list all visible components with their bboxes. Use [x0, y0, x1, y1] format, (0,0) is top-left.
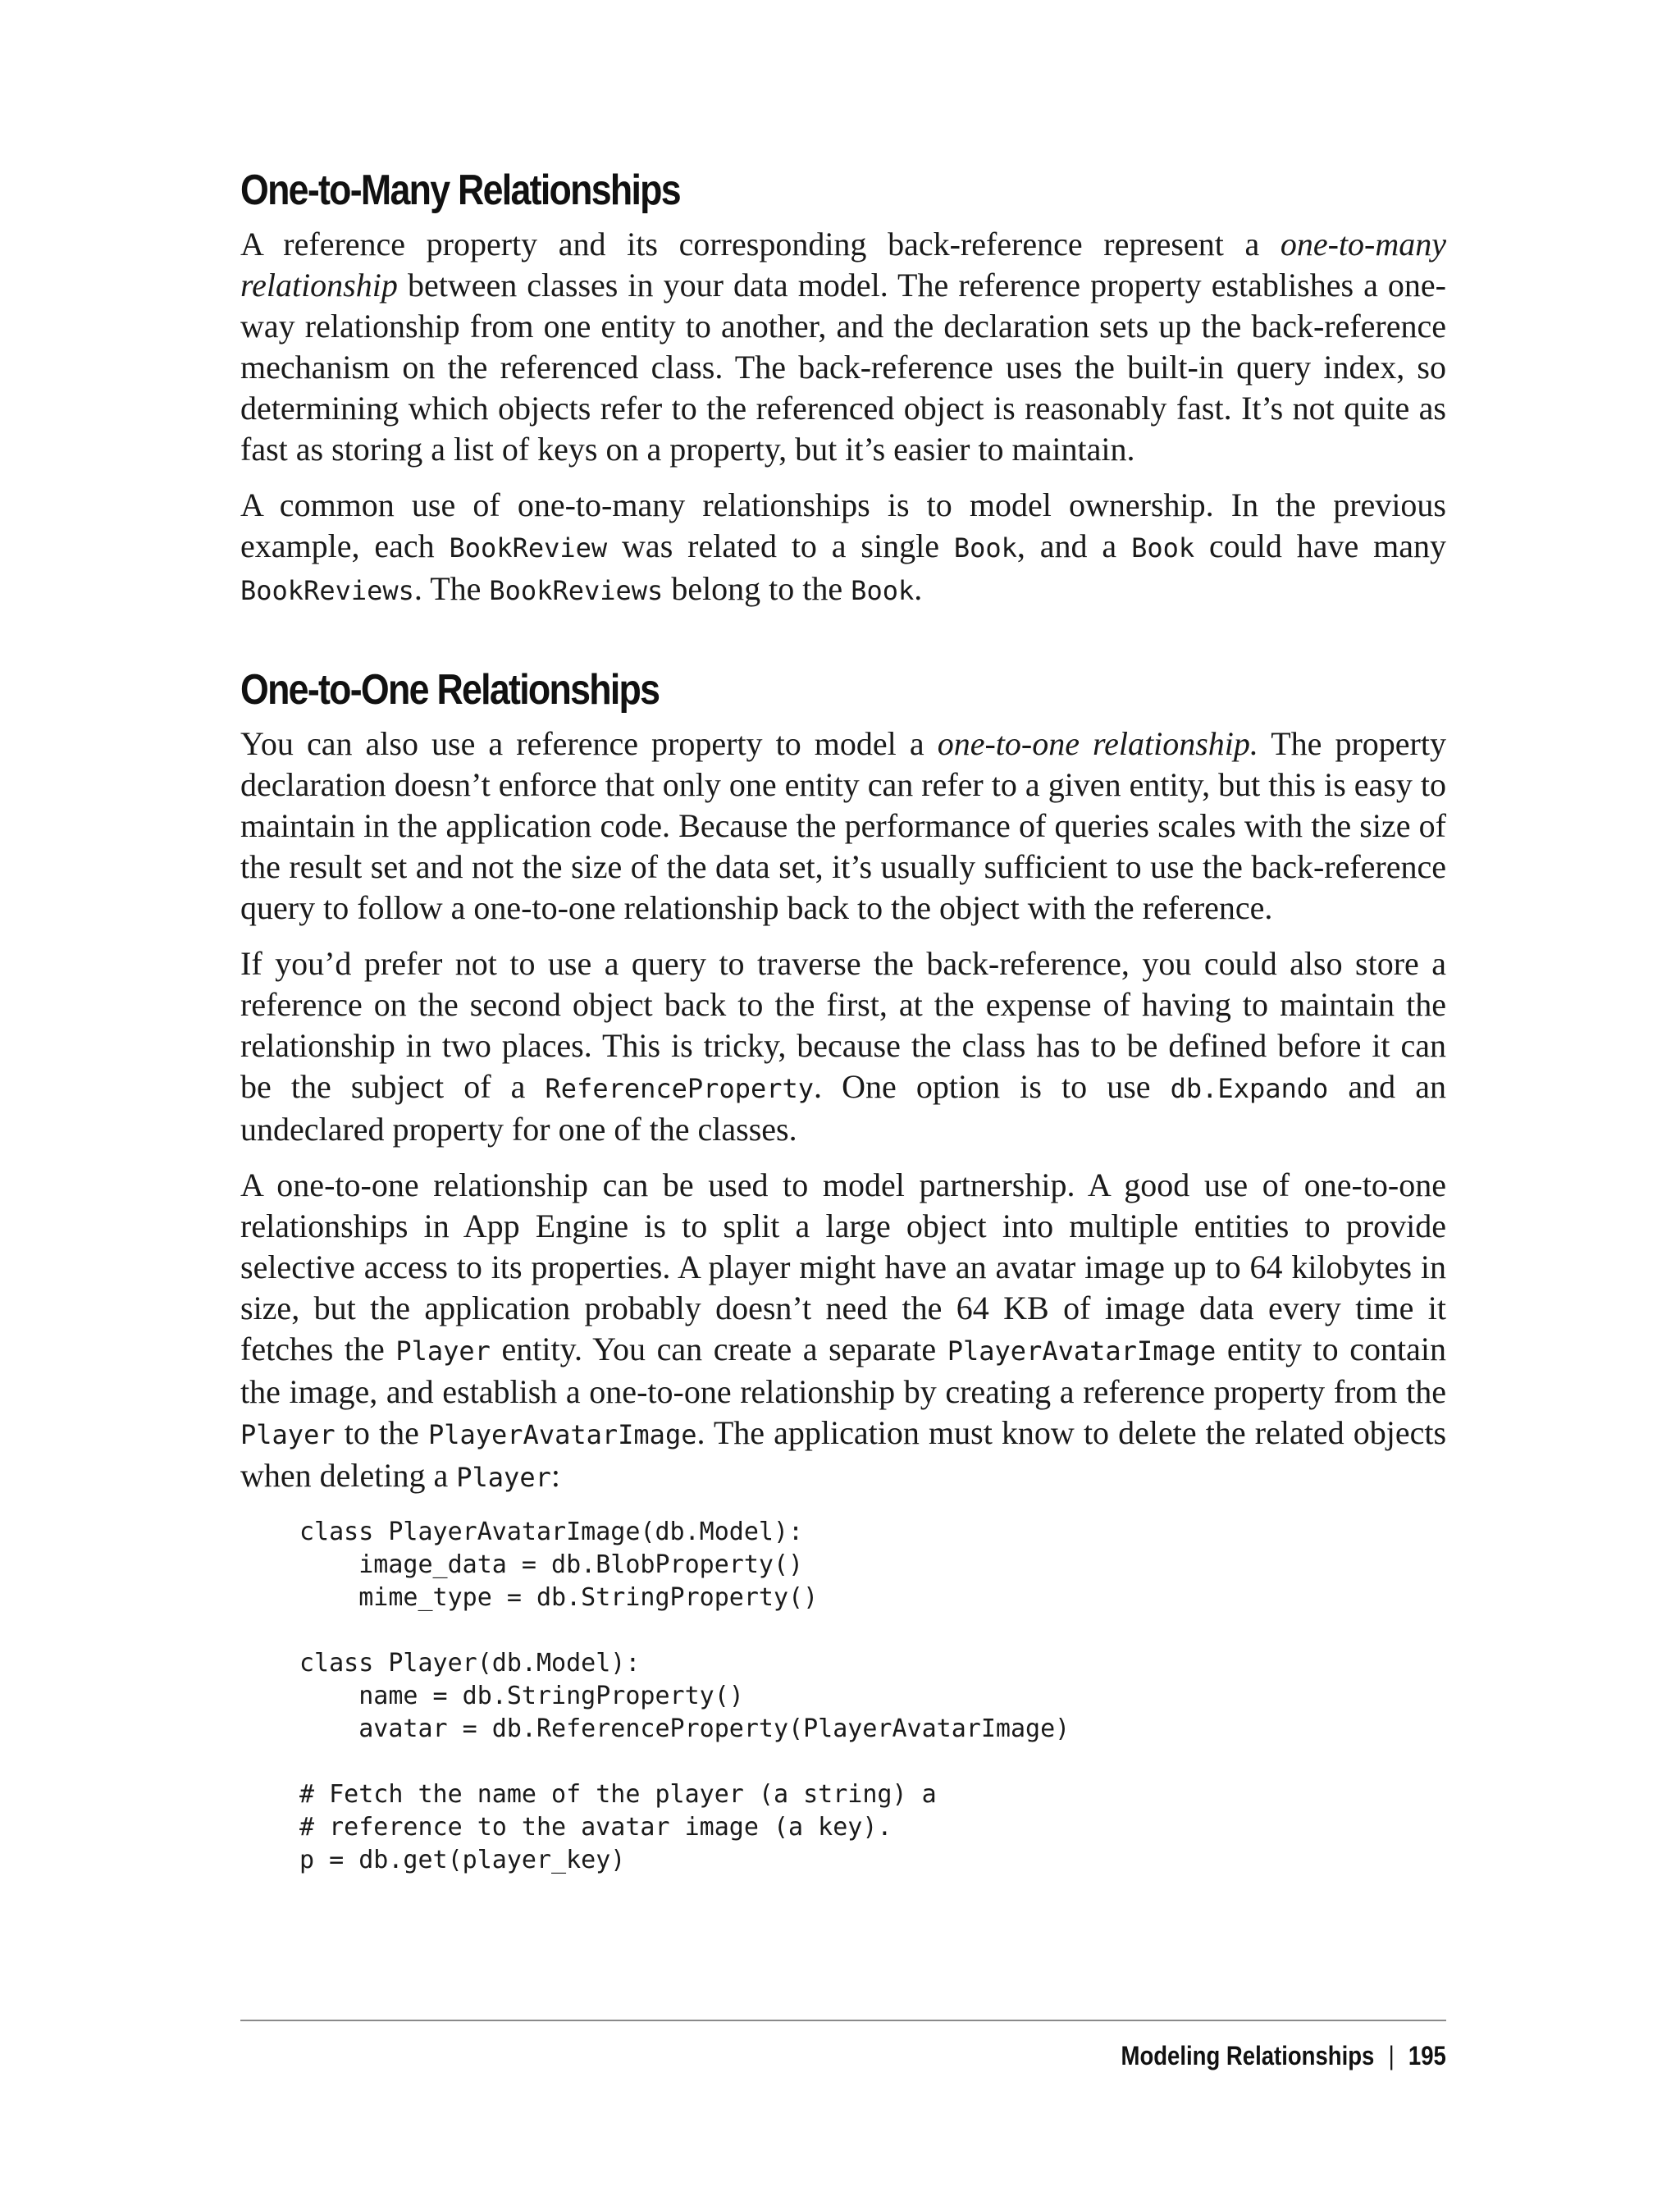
section-heading-one-to-many: One-to-Many Relationships — [240, 167, 680, 214]
inline-code: Player — [456, 1462, 551, 1493]
paragraph-ownership — [240, 485, 1446, 611]
chapter-title: Modeling Relationships — [1121, 2041, 1375, 2070]
text-run: . The — [413, 570, 490, 607]
paragraph-back-reference — [240, 943, 1446, 1150]
text-run: and an undeclared property for one of the classes. — [240, 1068, 1446, 1148]
section-spacer — [240, 626, 1446, 664]
paragraph-one-to-many-intro — [240, 224, 1446, 470]
text-run: The property declaration doesn’t enforce that only one entity can refer to a given entity, but this is easy to maintain in the application code. Because the performance of queries scales with the size of the result set and not the size of the data set, it’s usually sufficient to use the back-reference query to follow a one-to-one relationship back to the object with the reference. — [240, 725, 1446, 926]
inline-code: Player — [395, 1335, 491, 1367]
text-run: . One option is to use — [814, 1068, 1171, 1105]
page-footer — [240, 2020, 1446, 2079]
text-run: A common use of one-to-many relationships is to model ownership. In the previous example, each — [240, 486, 1446, 564]
emphasis-term: one-to-many relationship — [240, 226, 1446, 304]
inline-code: PlayerAvatarImage — [947, 1335, 1217, 1367]
inline-code: BookReviews — [489, 575, 664, 606]
inline-code: BookReview — [449, 532, 608, 564]
running-footer — [1121, 2041, 1446, 2071]
text-run: , and a — [1016, 527, 1132, 564]
text-run: You can also use a reference property to model a — [240, 725, 938, 762]
page-content — [240, 164, 1446, 1877]
inline-code: ReferenceProperty — [545, 1073, 815, 1104]
section-heading-one-to-one: One-to-One Relationships — [240, 666, 660, 714]
text-run: entity. You can create a separate — [490, 1331, 947, 1367]
page-number: 195 — [1408, 2041, 1446, 2070]
text-run: between classes in your data model. The reference property establishes a one-way relationship from one entity to another, and the declaration sets up the back-reference mechanism on the referenced class. The back-reference uses the built-in query index, so determining which objects refer to the referenced object is reasonably fast. It’s not quite as fast as storing a list of keys on a property, but it’s easier to maintain. — [240, 267, 1446, 468]
code-listing: class PlayerAvatarImage(db.Model): image_data = db.BlobProperty() mime_type = db.StringProperty() class Player(db.Model): name = db.StringProperty() avatar = db.ReferenceProperty(PlayerAvatarImage) # Fetch the name of the player (a string) a # reference to the avatar image (a key). p = db.get(player_key) — [299, 1518, 1071, 1874]
inline-code: Player — [240, 1419, 336, 1450]
inline-code: BookReviews — [240, 575, 414, 606]
emphasis-term: one-to-one relationship. — [937, 725, 1258, 762]
text-run: A one-to-one relationship can be used to model partnership. A good use of one-to-one relationships in App Engine is to split a large object into multiple entities to provide selective access to its properties. A player might have an avatar image up to 64 kilobytes in size, but the application probably doesn’t need the 64 KB of image data every time it fetches the — [240, 1166, 1446, 1367]
text-run: . — [914, 570, 923, 607]
text-run: belong to the — [663, 570, 851, 607]
inline-code: Book — [953, 532, 1017, 564]
text-run: could have many — [1194, 527, 1446, 564]
text-run: : — [550, 1457, 560, 1494]
text-run: A reference property and its corresponding back-reference represent a — [240, 226, 1281, 262]
paragraph-one-to-one-intro — [240, 724, 1446, 929]
footer-separator: | — [1388, 2041, 1395, 2070]
text-run: If you’d prefer not to use a query to traverse the back-reference, you could also store a reference on the second object back to the first, at the expense of having to maintain the relationship in two places. This is tricky, because the class has to be defined before it can be the subject of a — [240, 945, 1446, 1105]
text-run: . The application must know to delete the related objects when deleting a — [240, 1414, 1447, 1494]
text-run: to the — [335, 1414, 428, 1451]
text-run: was related to a single — [607, 527, 954, 564]
inline-code: Book — [851, 575, 915, 606]
paragraph-partnership — [240, 1165, 1446, 1498]
text-run: entity to contain the image, and establish a one-to-one relationship by creating a reference property from the — [240, 1331, 1446, 1410]
inline-code: db.Expando — [1170, 1073, 1329, 1104]
inline-code: Book — [1131, 532, 1195, 564]
inline-code: PlayerAvatarImage — [427, 1419, 697, 1450]
